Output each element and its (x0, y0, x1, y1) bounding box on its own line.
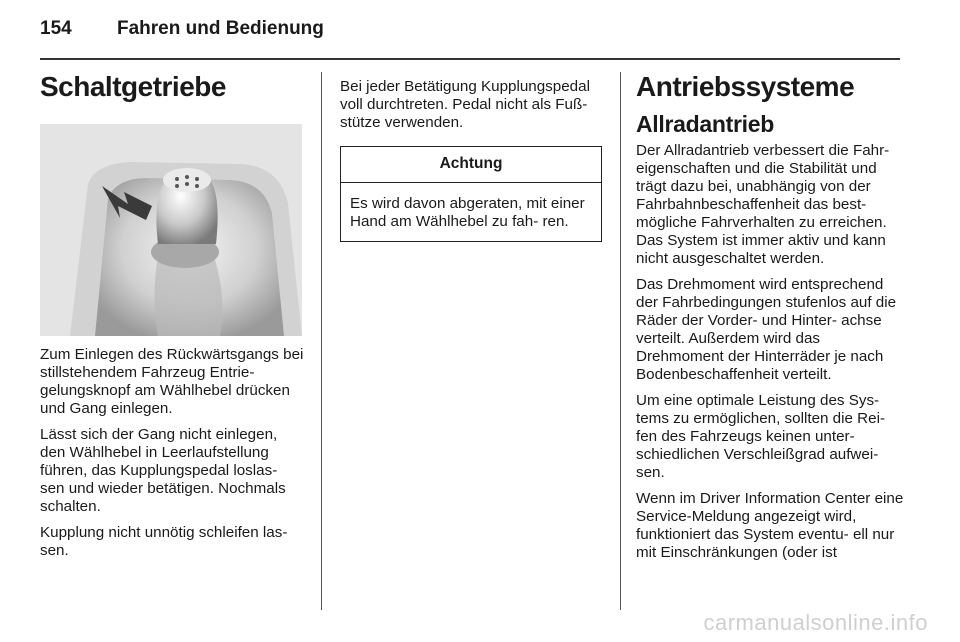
column-1 (40, 70, 304, 568)
heading-schaltgetriebe: Schaltgetriebe (40, 71, 226, 102)
paragraph-7: Wenn im Driver Information Center eine Service-Meldung angezeigt wird, funktioniert das System eventu- ell nur mit Einschränkungen (oder ist (636, 490, 904, 561)
column-2 (340, 78, 602, 242)
section-title: Fahren und Bedienung (117, 18, 324, 39)
heading-antriebssysteme: Antriebssysteme (636, 71, 855, 102)
gear-shift-lever-illustration (40, 124, 302, 336)
subheading-allradantrieb: Allradantrieb (636, 111, 774, 137)
paragraph-5: Das Drehmoment wird entsprechend der Fahrbedingungen stufenlos auf die Räder der Vorder- und Hinter- achse verteilt. Außerdem wird das Drehmoment der Hinterräder je nach Bodenbeschaffenheit verteilt. (636, 276, 897, 383)
paragraph-1: Zum Einlegen des Rückwärtsgangs bei stillstehendem Fahrzeug Entrie- gelungsknopf am Wählhebel drücken und Gang einlegen. (40, 346, 304, 417)
paragraph-3: Kupplung nicht unnötig schleifen las- sen. (40, 524, 288, 559)
watermark: carmanualsonline.info (703, 610, 928, 635)
header-rule (40, 58, 900, 60)
warning-box (340, 146, 602, 242)
intro-paragraph: Bei jeder Betätigung Kupplungspedal voll durchtreten. Pedal nicht als Fuß- stütze verwenden. (340, 78, 590, 131)
page-number: 154 (40, 18, 72, 39)
page-header (40, 18, 920, 48)
paragraph-2: Lässt sich der Gang nicht einlegen, den Wählhebel in Leerlaufstellung führen, das Kupplungspedal loslas- sen und wieder betätigen. Nochmals schalten. (40, 426, 286, 515)
paragraph-4: Der Allradantrieb verbessert die Fahr- eigenschaften und die Stabilität und trägt dazu bei, unabhängig von der Fahrbahnbeschaffenheit das best- mögliche Fahrverhalten zu erreichen. Das System ist immer aktiv und kann nicht ausgeschaltet werden. (636, 142, 890, 267)
column-divider-2 (620, 72, 621, 610)
column-divider-1 (321, 72, 322, 610)
paragraph-6: Um eine optimale Leistung des Sys- tems zu ermöglichen, sollten die Rei- fen des Fahrzeugs keinen unter- schiedlichen Verschleißgrad aufwei- sen. (636, 392, 886, 481)
warning-title: Achtung (341, 147, 601, 183)
warning-body: Es wird davon abgeraten, mit einer Hand am Wählhebel zu fah- ren. (350, 195, 585, 230)
gear-shift-icon (40, 124, 302, 336)
column-3 (636, 70, 904, 570)
